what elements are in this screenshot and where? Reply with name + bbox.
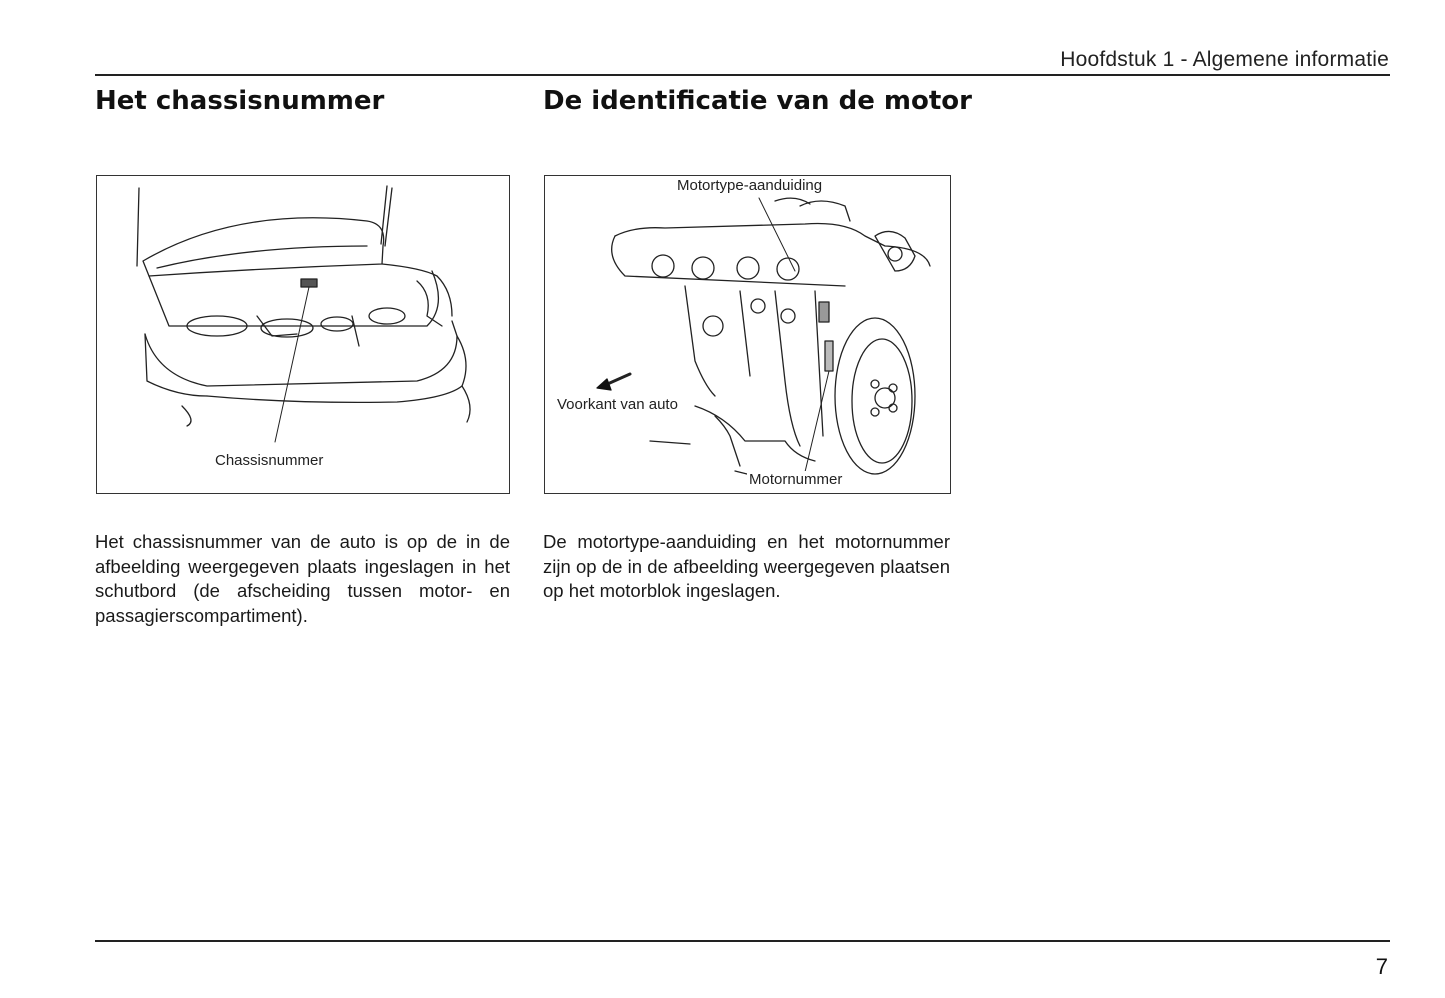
footer-rule	[95, 940, 1390, 942]
engine-identification-figure	[544, 175, 951, 494]
chapter-title: Hoofdstuk 1 - Algemene informatie	[1060, 48, 1389, 71]
engine-identification-text: De motortype-aanduiding en het motornummer zijn op de in de afbeelding weergegeven plaatsen op het motorblok ingeslagen.	[543, 531, 950, 601]
chassis-number-text: Het chassisnummer van de auto is op de in de afbeelding weergegeven plaats ingeslagen in het schutbord (de afscheiding tussen motor- en passagierscompartiment).	[95, 531, 510, 626]
chassis-number-label: Chassisnummer	[215, 452, 324, 469]
section-title-motor-identificatie: De identificatie van de motor	[543, 86, 972, 116]
engine-block-illustration	[545, 176, 950, 493]
front-of-car-label: Voorkant van auto	[557, 396, 678, 413]
page-number: 7	[1375, 954, 1388, 979]
engine-type-label: Motortype-aanduiding	[677, 177, 823, 194]
chassis-number-figure	[96, 175, 510, 494]
header-rule	[95, 74, 1390, 76]
section-title-chassisnummer: Het chassisnummer	[95, 86, 385, 116]
engine-bay-illustration	[97, 176, 509, 493]
engine-number-label: Motornummer	[749, 471, 843, 488]
